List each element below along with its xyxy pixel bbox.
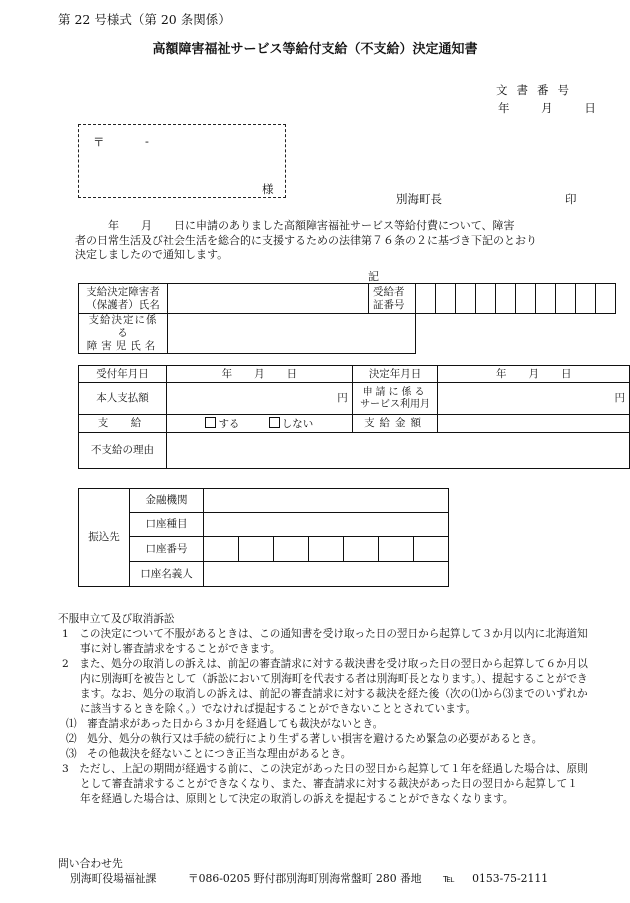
- cert-digit[interactable]: [576, 284, 596, 314]
- recipient-table: [78, 283, 616, 354]
- date-month: 月: [541, 101, 553, 115]
- note-subitem: ⑴ 審査請求があった日から３か月を経過しても裁決がないとき。: [66, 718, 384, 730]
- contact-dept: 別海町役場福祉課: [70, 872, 157, 885]
- note-item: 1 この決定について不服があるときは、この通知書を受け取った日の翌日から起算して３か月以内に北海道知事に対し審査請求をすることができます。: [62, 628, 588, 655]
- acct-type-field[interactable]: [204, 513, 449, 537]
- transfer-label: 振込先: [79, 489, 130, 587]
- note-item: 2 また、処分の取消しの訴えは、前記の審査請求に対する裁決書を受け取った日の翌日から起算して６か月以内に別海町を被告として（訴訟において別海町を代表する者は別海町長となります。）、提起することができます。なお、処分の取消しの訴えは、前記の審査請求に対する裁決を経た後（次の⑴から⑶までのいずれかに該当するときを除く。）でなければ提起することができないこととされています。: [62, 658, 588, 715]
- document-title: 高額障害福祉サービス等給付支給（不支給）決定通知書: [152, 42, 478, 57]
- cert-digit[interactable]: [416, 284, 436, 314]
- body-line: 者の日常生活及び社会生活を総合的に支援するための法律第７６条の２に基づき下記のとおり: [75, 233, 537, 247]
- tel-number: 0153-75-2111: [472, 872, 549, 885]
- issuer-name: 別海町長: [396, 192, 442, 206]
- recipient-label: 支給決定障害者 （保護者）氏名: [79, 284, 168, 314]
- cert-digit[interactable]: [516, 284, 536, 314]
- reason-field[interactable]: [166, 433, 629, 469]
- cert-digit[interactable]: [496, 284, 516, 314]
- body-line: 決定しましたので通知します。: [75, 248, 229, 261]
- acct-name-label: 口座名義人: [130, 562, 204, 587]
- amount-label: 支給金額: [352, 415, 438, 433]
- contact-info: [58, 856, 548, 886]
- decided-date-field[interactable]: 年 月 日: [438, 366, 630, 383]
- decided-label: 決定年月日: [352, 366, 438, 383]
- checkbox-no[interactable]: [269, 417, 280, 428]
- tel-label: ℡: [443, 872, 455, 885]
- option-no-label: しない: [281, 417, 314, 430]
- note-item: 3 ただし、上記の期間が経過する前に、この決定があった日の翌日から起算して１年を経過した場合は、原則として審査請求することができなくなり、また、審査請求に対する裁決があった日の翌日から起算して１年を経過した場合は、原則として決定の取消しの訴えを提起することができなくなります。: [62, 763, 588, 805]
- cert-digit[interactable]: [476, 284, 496, 314]
- self-pay-label: 本人支払額: [79, 383, 167, 415]
- cert-digit[interactable]: [456, 284, 476, 314]
- contact-address: 〒086-0205 野付郡別海町別海常盤町 280 番地: [187, 872, 422, 885]
- bank-field[interactable]: [204, 489, 449, 513]
- acct-type-label: 口座種目: [130, 513, 204, 537]
- cert-digit[interactable]: [536, 284, 556, 314]
- contact-line: [58, 871, 548, 886]
- note-subitem: ⑵ 処分、処分の執行又は手続の続行により生ずる著しい損害を避けるため緊急の必要があるとき。: [66, 733, 543, 745]
- date-year: 年: [498, 101, 510, 115]
- option-yes-label: する: [218, 417, 240, 430]
- acct-digit[interactable]: [344, 537, 379, 562]
- acct-digit[interactable]: [204, 537, 239, 562]
- decision-table: [78, 365, 630, 469]
- issue-date: [490, 100, 596, 116]
- acct-digit[interactable]: [379, 537, 414, 562]
- postal-dash: -: [145, 134, 149, 148]
- payment-options: [166, 415, 352, 433]
- cert-digit[interactable]: [596, 284, 616, 314]
- recipient-name-field[interactable]: [168, 284, 369, 314]
- body-line: 年 月 日に申請のありました高額障害福祉サービス等給付費について、障害: [75, 219, 515, 232]
- child-label: 支給決定に係る 障害児氏名: [79, 314, 168, 354]
- cert-label: 受給者 証番号: [369, 284, 416, 314]
- service-month-field[interactable]: 円: [438, 383, 630, 415]
- note-subitem: ⑶ その他裁決を経ないことにつき正当な理由があるとき。: [66, 748, 352, 760]
- bank-table: [78, 488, 449, 587]
- received-label: 受付年月日: [79, 366, 167, 383]
- notice-body: [75, 219, 585, 263]
- document-number-label: 文書番号: [496, 83, 578, 97]
- self-pay-field[interactable]: 円: [166, 383, 352, 415]
- ki-heading: 記: [368, 270, 379, 283]
- form-number: 第 22 号様式（第 20 条関係）: [58, 12, 231, 27]
- honorific-sama: 様: [262, 182, 274, 196]
- payment-label: 支 給: [79, 415, 167, 433]
- address-box: [78, 124, 286, 198]
- date-day: 日: [584, 101, 596, 115]
- contact-heading: 問い合わせ先: [58, 857, 123, 870]
- reason-label: 不支給の理由: [79, 433, 167, 469]
- appeal-notes: [58, 612, 588, 807]
- checkbox-yes[interactable]: [205, 417, 216, 428]
- service-month-label: 申請に係る サービス利用月: [352, 383, 438, 415]
- postal-mark: 〒: [93, 135, 105, 149]
- acct-no-label: 口座番号: [130, 537, 204, 562]
- acct-digit[interactable]: [414, 537, 449, 562]
- amount-field[interactable]: [438, 415, 630, 433]
- notes-heading: 不服申立て及び取消訴訟: [58, 613, 175, 625]
- acct-digit[interactable]: [309, 537, 344, 562]
- acct-name-field[interactable]: [204, 562, 449, 587]
- bank-label: 金融機関: [130, 489, 204, 513]
- cert-digit[interactable]: [556, 284, 576, 314]
- child-name-field[interactable]: [168, 314, 416, 354]
- seal-mark: 印: [565, 192, 577, 206]
- acct-digit[interactable]: [274, 537, 309, 562]
- acct-digit[interactable]: [239, 537, 274, 562]
- cert-digit[interactable]: [436, 284, 456, 314]
- received-date-field[interactable]: 年 月 日: [166, 366, 352, 383]
